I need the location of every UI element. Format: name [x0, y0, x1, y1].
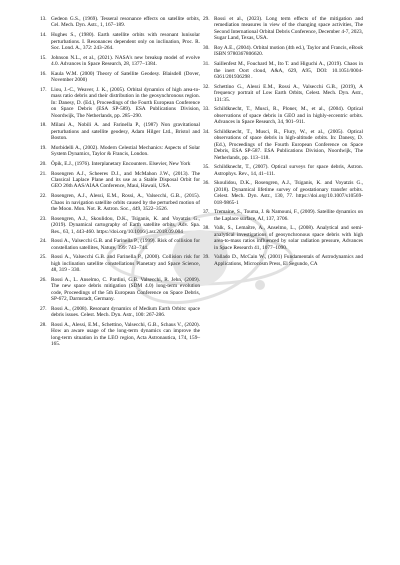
reference-entry	[40, 32, 200, 51]
reference-text: Schildknecht, T., (2007). Optical surveys for space debris, Astron. Astrophys. Rev., 14, 41–111.	[214, 164, 363, 177]
reference-number: 35.	[203, 164, 210, 171]
reference-text: Schildknecht, T., Musci, R., Flury, W., et al., (2005). Optical observations of space debris in high-altitude orbits. In: Danesy, D. (Ed.), Proceedings of the Fourth European Conference on Space Debris, ESA SP-587. ESA Publications Division, Noordwijk, The Netherlands, pp. 113–118.	[214, 128, 363, 161]
reference-text: Schildknecht, T., Musci, R., Ploner, M., et al., (2004). Optical observations of space debris in GEO and in highly-eccentric orbits. Advances in Space Research, 34, 901–911.	[214, 106, 363, 126]
reference-number: 27.	[40, 305, 47, 312]
reference-text: Gedeon G.S., (1969). Tesseral resonance effects on satellite orbits, Cel. Mech. Dyn. Astr., 1, 167–189.	[51, 16, 200, 29]
reference-text: Rosengren, A.J., Alessi, E.M., Rossi, A., Valsecchi, G.B., (2015). Chaos in navigation satellite orbits caused by the perturbed motion of the Moon. Mon. Not. R. Astron. Soc., 449, 3522–3526.	[51, 193, 200, 213]
reference-number: 29.	[203, 16, 210, 22]
reference-number: 17.	[40, 86, 47, 93]
reference-number: 34.	[203, 128, 210, 135]
reference-number: 37.	[203, 209, 210, 216]
reference-text: Skoulidou, D.K., Rosengren, A.J., Tsiganis, K. and Voyatzis G., (2018). Dynamical lifetime survey of geostationary transfer orbits. Celest. Mech. Dyn. Astr., 130, 77. https://doi.org/10.1007/s10569-018-9865-1	[214, 180, 363, 206]
reference-text: Johnson N.L., et al., (2021). NASA's new breakup model of evolve 4.0. Advances in Space Research, 28, 1377–1384.	[51, 54, 200, 68]
reference-entry	[40, 55, 200, 68]
reference-entry	[203, 16, 363, 42]
reference-number: 30.	[203, 45, 210, 51]
reference-text: Öpik, E.J., (1976). Interplanetary Encounters. Elsevier, New York	[51, 160, 191, 167]
reference-entry	[40, 87, 200, 119]
reference-number: 23.	[40, 215, 47, 222]
reference-number: 28.	[40, 321, 47, 328]
reference-text: Saillenfest M., Fouchard M., Ito T. and Higuchi A., (2019). Chaos in the inert Oort cloud, A&A, 629, A95, DOI: 10.1051/0004-6361/201936298 .	[214, 61, 363, 80]
reference-entry	[40, 254, 200, 273]
reference-number: 36.	[203, 180, 210, 187]
reference-entry	[40, 171, 200, 190]
reference-text: Rossi A., (2008). Resonant dynamics of Medium Earth Orbits: space debris issues. Celest. Mech. Dyn. Astr., 100: 267-286.	[51, 305, 200, 319]
reference-entry	[203, 106, 363, 125]
reference-text: Rossi A., Valsecchi G.B. and Farinella P., (2000). Collision risk for high inclination satellite constellations Planetary and Space Science, 48, 319 - 330.	[51, 254, 200, 274]
reference-entry	[40, 277, 200, 303]
reference-entry	[203, 164, 363, 177]
reference-text: Rossi A., Alessi, E.M., Schettino, Valsecchi, G.B., Schaus V., (2020). How an aware usage of the long-term dynamics can improve the long-term situation in the LEO region, Acta Astronautica, 174, 159–165.	[51, 321, 200, 348]
reference-text: Roy A.E., (2004). Orbital motion (4th ed.), Taylor and Francis, eBook ISBN 9780367806620.	[214, 45, 363, 58]
reference-number: 24.	[40, 238, 47, 245]
reference-entry	[40, 193, 200, 212]
reference-entry	[203, 254, 363, 267]
reference-text: Schettino G., Alessi E.M., Rossi A., Valsecchi G.B., (2019), A frequency portrait of Low Earth Orbits, Celest. Mech. Dyn. Astr., 131:35.	[214, 83, 363, 103]
reference-entry	[40, 216, 200, 235]
reference-entry	[40, 145, 200, 158]
reference-number: 19.	[40, 144, 47, 151]
reference-entry	[203, 45, 363, 58]
reference-number: 26.	[40, 276, 47, 283]
reference-number: 16.	[40, 70, 47, 77]
references-column-left	[40, 16, 200, 351]
reference-text: Rossi A., Valsecchi G.B. and Farinella P., (1999). Risk of collision for constellation satellites, Nature, 399: 743–744.	[51, 238, 200, 251]
reference-number: 25.	[40, 254, 47, 261]
reference-text: Liou, J.-C., Weaver, J. K., (2005). Orbital dynamics of high area-to-mass ratio debris and their distribution in the geosynchronous region. In: Danesy, D. (Ed.), Proceedings of the Fourth European Conference on Space Debris (ESA SP-589). ESA Publications Division, Noordwijk, The Netherlands, pp. 285–290.	[51, 86, 200, 119]
reference-entry	[203, 180, 363, 206]
reference-entry	[203, 225, 363, 251]
reference-entry	[40, 71, 200, 84]
reference-text: Milani A., Nobili A. and Farinella P., (1987) Non gravitational perturbations and satellite geodesy, Adam Hilger Ltd., Bristol and Boston.	[51, 122, 200, 142]
reference-text: Rossi et al., (2023). Long term effects of the mitigation and remediation measures in view of the changing space activities, The Second International Orbital Debris Conference, December 4-7, 2023, Sugar Land, Texas, USA.	[214, 16, 363, 42]
reference-number: 13.	[40, 16, 47, 22]
reference-number: 32.	[203, 83, 210, 90]
reference-entry	[40, 322, 200, 348]
reference-entry	[40, 306, 200, 319]
reference-number: 21.	[40, 170, 47, 177]
reference-text: Kaula W.M. (2000) Theory of Satellite Geodesy. Blaisdell (Dover, November 2000)	[51, 70, 200, 84]
reference-entry	[203, 129, 363, 161]
reference-text: Morbidelli A., (2002). Modern Celestial Mechanics: Aspects of Solar System Dynamics, Taylor & Francis, London.	[51, 144, 200, 158]
reference-number: 20.	[40, 160, 47, 167]
references-column-right	[203, 16, 363, 270]
reference-entry	[203, 61, 363, 80]
reference-entry	[203, 209, 363, 222]
reference-number: 14.	[40, 32, 47, 39]
reference-text: Tremaine, S., Touma, J. & Namouni, F., (2009). Satellite dynamics on the Laplace surface, AJ, 137, 3706.	[214, 209, 363, 222]
reference-text: Rossi A., L. Anselmo, C. Pardini, G.B. Valsecchi, R. Jehn, (2009). The new space debris mitigation (SDM 4.0) long-term evolution code, Proceedings of the 5th European Conference on Space Debris, SP-672, Darmstadt, Germany.	[51, 276, 200, 303]
reference-number: 33.	[203, 106, 210, 113]
reference-entry	[203, 84, 363, 103]
reference-entry	[40, 161, 200, 167]
reference-text: Hughes S., (1980). Earth satellite orbits with resonant lunisolar perturbations. I. Resonances dependent only on inclination, Proc. R. Soc. Lond. A., 372: 243–264.	[51, 32, 200, 51]
reference-number: 39.	[203, 254, 210, 261]
reference-number: 38.	[203, 225, 210, 232]
reference-number: 15.	[40, 54, 47, 61]
reference-text: Vallado D., McCain W., (2001) Fundamentals of Astrodynamics and Applications, Microcosm Press, El Segundo, CA	[214, 254, 363, 267]
reference-number: 31.	[203, 61, 210, 68]
reference-number: 18.	[40, 122, 47, 129]
reference-text: Rosengren A.J., Scheeres D.J., and McMahon J.W., (2013). The Classical Laplace Plane and its use as a Stable Disposal Orbit for GEO 26th AAS/AIAA Conference, Maui, Hawaii, USA.	[51, 170, 200, 190]
reference-entry	[40, 16, 200, 29]
reference-entry	[40, 238, 200, 251]
reference-text: Valk, S., Lemaître, A., Anselmo, L., (2008). Analytical and semi-analytical investigations of geosynchronous space debris with high area-to-mass ratios influenced by solar radiation pressure, Advances in Space Research 41, 1077–1090.	[214, 225, 363, 251]
reference-number: 22.	[40, 193, 47, 200]
reference-entry	[40, 122, 200, 141]
reference-text: Rosengren, A.J., Skoulidou, D.K., Tsiganis, K. and Voyatzis G., (2019). Dynamical cartography of Earth satellite orbits, Adv. Spa. Res., 63, 1, 443-460. https://doi.org/10.1016/j.asr.2018.09.004	[51, 215, 200, 235]
